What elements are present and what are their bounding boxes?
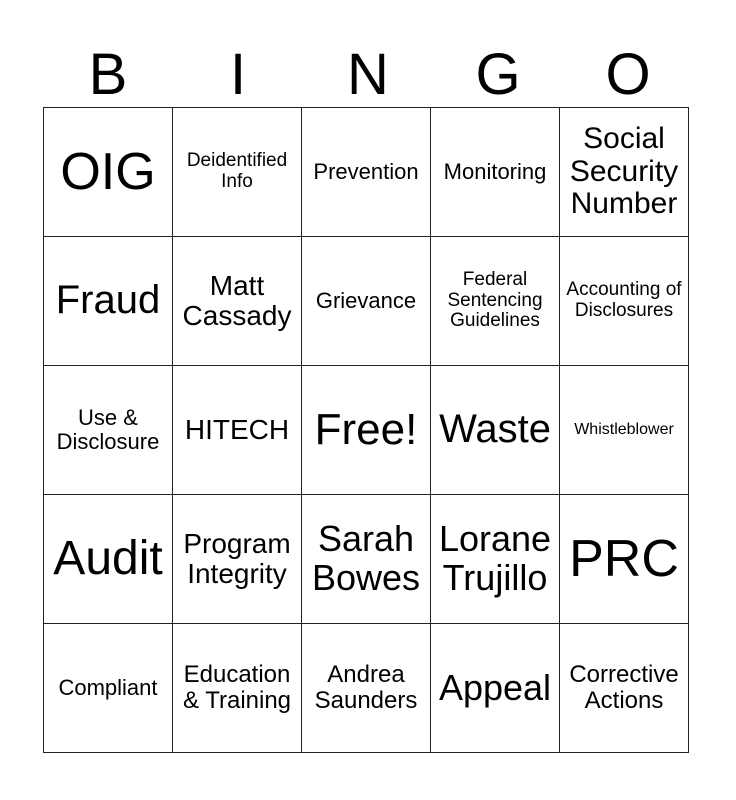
bingo-cell[interactable]: OIG — [44, 108, 173, 237]
header-letter-g: G — [475, 42, 521, 107]
header-letter-n: N — [347, 42, 389, 107]
bingo-row — [44, 624, 689, 753]
bingo-cell[interactable]: Use & Disclosure — [44, 366, 173, 495]
bingo-cell[interactable]: Corrective Actions — [560, 624, 689, 753]
bingo-cell[interactable]: Matt Cassady — [173, 237, 302, 366]
bingo-cell[interactable]: Accounting of Disclosures — [560, 237, 689, 366]
bingo-row — [44, 108, 689, 237]
bingo-cell[interactable]: Fraud — [44, 237, 173, 366]
bingo-cell[interactable]: Prevention — [302, 108, 431, 237]
bingo-cell[interactable]: Monitoring — [431, 108, 560, 237]
bingo-cell[interactable]: Waste — [431, 366, 560, 495]
bingo-row — [44, 495, 689, 624]
bingo-cell[interactable]: HITECH — [173, 366, 302, 495]
header-letter-o: O — [605, 42, 651, 107]
header-letter-i: I — [229, 42, 247, 107]
bingo-cell[interactable]: Sarah Bowes — [302, 495, 431, 624]
bingo-cell[interactable]: Audit — [44, 495, 173, 624]
free-space-cell[interactable]: Free! — [302, 366, 431, 495]
bingo-cell[interactable]: Program Integrity — [173, 495, 302, 624]
bingo-cell[interactable]: PRC — [560, 495, 689, 624]
bingo-cell[interactable]: Whistleblower — [560, 366, 689, 495]
bingo-cell[interactable]: Grievance — [302, 237, 431, 366]
bingo-header — [43, 44, 693, 106]
bingo-cell[interactable]: Education & Training — [173, 624, 302, 753]
bingo-cell[interactable]: Deidentified Info — [173, 108, 302, 237]
bingo-cell[interactable]: Federal Sentencing Guidelines — [431, 237, 560, 366]
bingo-row — [44, 366, 689, 495]
bingo-cell[interactable]: Social Security Number — [560, 108, 689, 237]
bingo-card — [43, 107, 689, 753]
bingo-cell[interactable]: Lorane Trujillo — [431, 495, 560, 624]
header-letter-b: B — [88, 42, 128, 107]
bingo-cell[interactable]: Appeal — [431, 624, 560, 753]
bingo-cell[interactable]: Compliant — [44, 624, 173, 753]
bingo-cell[interactable]: Andrea Saunders — [302, 624, 431, 753]
bingo-row — [44, 237, 689, 366]
